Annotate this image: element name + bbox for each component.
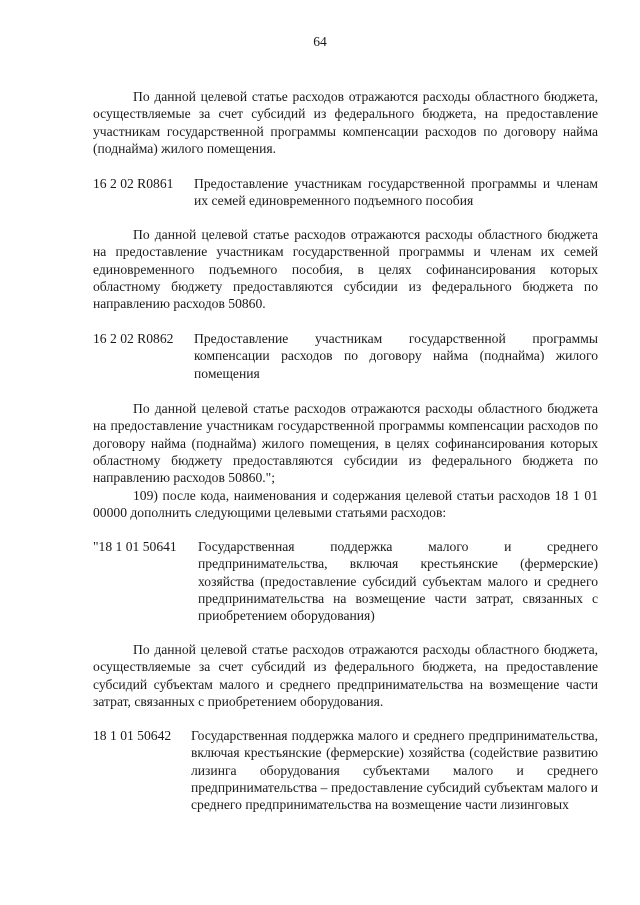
entry-code: 18 1 01 50642 <box>93 728 172 743</box>
paragraph-text: По данной целевой статье расходов отражаются расходы областного бюджета, осуществляемые за счет субсидий из федерального бюджета, на предоставление участникам государственной программы компенсации расходов по договору найма (поднайма) жилого помещения. <box>93 89 598 156</box>
target-article-entry <box>93 175 598 210</box>
paragraph-text: По данной целевой статье расходов отражаются расходы областного бюджета на предоставление участникам государственной программы и членам их семей единовременного подъемного пособия, в целях софинансирования которых областному бюджету предоставляются субсидии из федерального бюджета по направлению расходов 50860. <box>93 227 598 312</box>
target-article-entry <box>93 538 598 624</box>
paragraph-text: 109) после кода, наименования и содержания целевой статьи расходов 18 1 01 00000 дополнить следующими целевыми статьями расходов: <box>93 488 598 521</box>
entry-description: Предоставление участникам государственной программы компенсации расходов по договору найма (поднайма) жилого помещения <box>194 331 598 381</box>
entry-code: "18 1 01 50641 <box>93 539 177 554</box>
entry-description: Предоставление участникам государственной программы и членам их семей единовременного подъемного пособия <box>194 176 598 209</box>
entry-code: 16 2 02 R0862 <box>93 331 174 346</box>
page-number: 64 <box>313 34 327 49</box>
paragraph-p2 <box>93 226 598 312</box>
entry-code: 16 2 02 R0861 <box>93 176 174 191</box>
paragraph-p4 <box>93 487 598 522</box>
target-article-entry <box>93 330 598 382</box>
paragraph-text: По данной целевой статье расходов отражаются расходы областного бюджета на предоставление участникам государственной программы компенсации расходов по договору найма (поднайма) жилого помещения, в целях софинансирования которых областному бюджету предоставляются субсидии из федерального бюджета по направлению расходов 50860."; <box>93 401 598 486</box>
paragraph-p3 <box>93 400 598 486</box>
entry-description: Государственная поддержка малого и среднего предпринимательства, включая крестьянские (фермерские) хозяйства (содействие развитию лизинга оборудования субъектами малого и среднего предпринимательства – предоставление субсидий субъектам малого и среднего предпринимательства на возмещение части лизинговых <box>191 728 598 813</box>
target-article-entry <box>93 727 598 813</box>
paragraph-p5 <box>93 641 598 710</box>
paragraph-text: По данной целевой статье расходов отражаются расходы областного бюджета, осуществляемые за счет субсидий из федерального бюджета, на предоставление субсидий субъектам малого и среднего предпринимательства на возмещение части затрат, связанных с приобретением оборудования. <box>93 642 598 709</box>
entry-description: Государственная поддержка малого и среднего предпринимательства, включая крестьянские (фермерские) хозяйства (предоставление субсидий субъектам малого и среднего предпринимательства на возмещение части затрат, связанных с приобретением оборудования) <box>198 539 598 624</box>
paragraph-p1 <box>93 88 598 157</box>
